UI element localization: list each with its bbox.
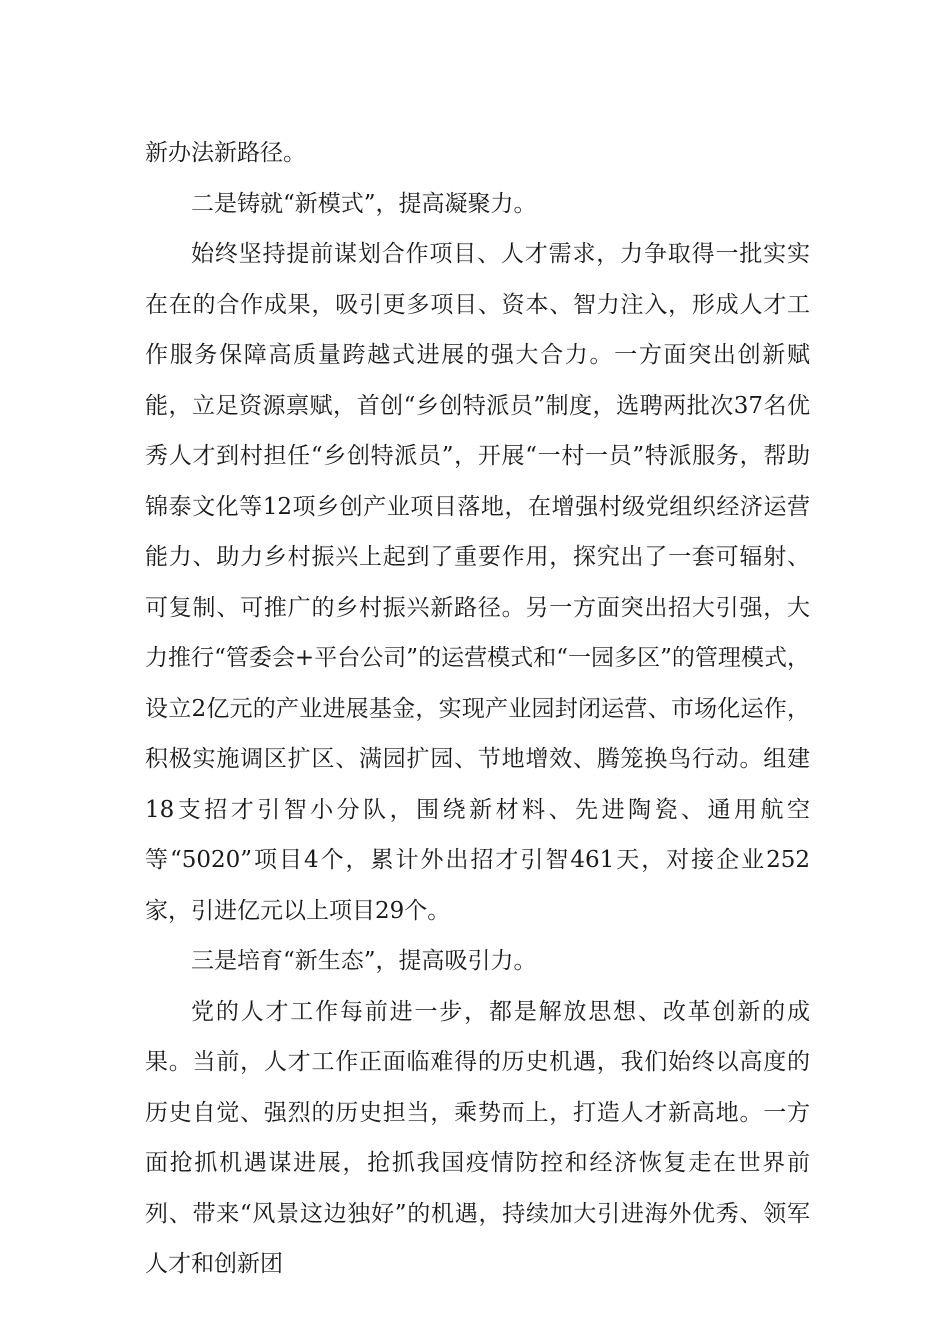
section-heading-2: 二是铸就“新模式”，提高凝聚力。 [191, 190, 537, 217]
paragraph-continuation: 新办法新路径。 [145, 140, 306, 166]
document-body [145, 128, 810, 1290]
section-heading-3: 三是培育“新生态”，提高吸引力。 [191, 948, 537, 974]
paragraph-body-2: 始终坚持提前谋划合作项目、人才需求，力争取得一批实实在在的合作成果，吸引更多项目、资本、智力注入，形成人才工作服务保障高质量跨越式进展的强大合力。一方面突出创新赋能，立足资源禀赋，首创“乡创特派员”制度，选聘两批次37名优秀人才到村担任“乡创特派员”，开展“一村一员”特派服务，帮助锦泰文化等12项乡创产业项目落地，在增强村级党组织经济运营能力、助力乡村振兴上起到了重要作用，探究出了一套可辐射、可复制、可推广的乡村振兴新路径。另一方面突出招大引强，大力推行“管委会+平台公司”的运营模式和“一园多区”的管理模式，设立2亿元的产业进展基金，实现产业园封闭运营、市场化运作，积极实施调区扩区、满园扩园、节地增效、腾笼换鸟行动。组建18支招才引智小分队，围绕新材料、先进陶瓷、通用航空等“5020”项目4个，累计外出招才引智461天，对接企业252家，引进亿元以上项目29个。 [145, 241, 810, 924]
paragraph-body-3: 党的人才工作每前进一步，都是解放思想、改革创新的成果。当前，人才工作正面临难得的历史机遇，我们始终以高度的历史自觉、强烈的历史担当，乘势而上，打造人才新高地。一方面抢抓机遇谋进展，抢抓我国疫情防控和经济恢复走在世界前列、带来“风景这边独好”的机遇，持续加大引进海外优秀、领军人才和创新团 [145, 998, 810, 1277]
